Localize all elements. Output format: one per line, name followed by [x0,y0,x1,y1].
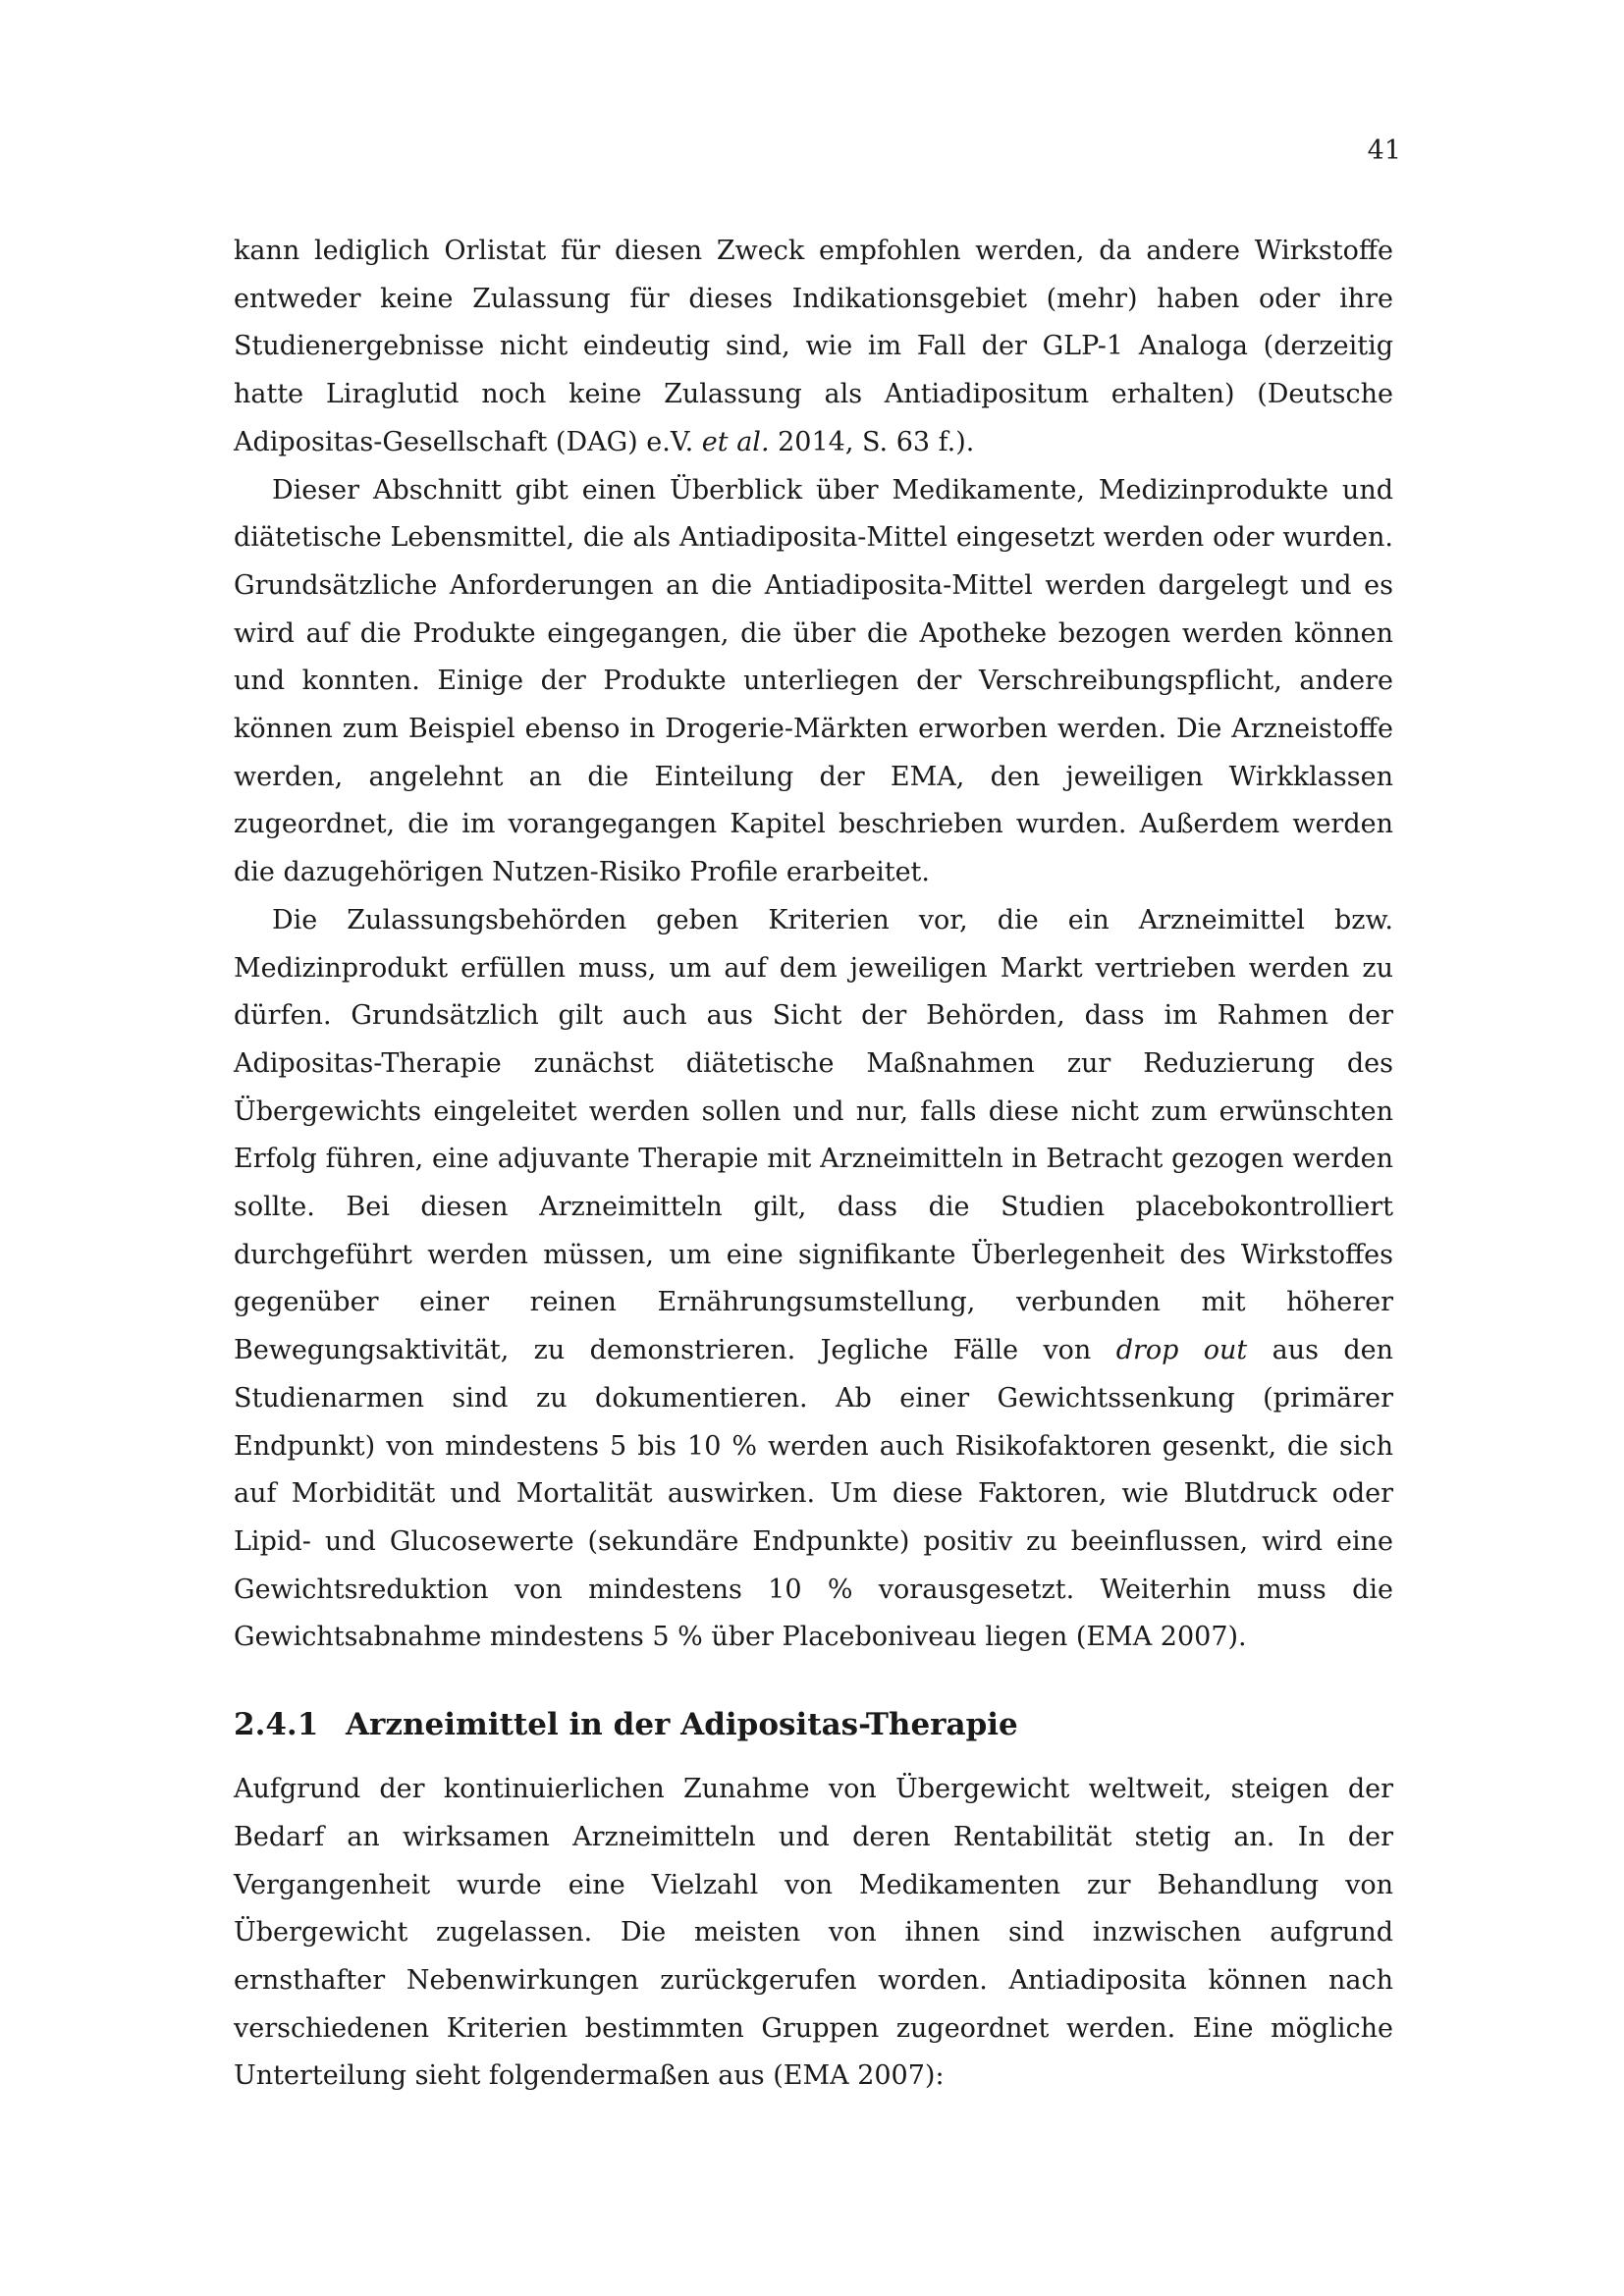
paragraph-text: Die Zulassungsbehörden geben Kriterien vor, die ein Arzneimittel bzw. Medizinprodukt erfüllen muss, um auf dem jeweiligen Markt vertrieben werden zu dürfen. Grundsätzlich gilt auch aus Sicht der Behörden, dass im Rahmen der Adipositas-Therapie zunächst diätetische Maßnahmen zur Reduzierung des Übergewichts eingeleitet werden sollen und nur, falls diese nicht zum erwünschten Erfolg führen, eine adjuvante Therapie mit Arzneimitteln in Betracht gezogen werden sollte. Bei diesen Arzneimitteln gilt, dass die Studien placebokontrolliert durchgeführt werden müssen, um eine signifikante Überlegenheit des Wirkstoffes gegenüber einer reinen Ernährungsumstellung, verbunden mit höherer Bewegungsaktivität, zu demonstrieren. Jegliche Fälle von [234,904,1393,1366]
paragraph-section-intro: Aufgrund der kontinuierlichen Zunahme von Übergewicht weltweit, steigen der Bedarf an wirksamen Arzneimitteln und deren Rentabilität stetig an. In der Vergangenheit wurde eine Vielzahl von Medikamenten zur Behandlung von Übergewicht zugelassen. Die meisten von ihnen sind inzwischen aufgrund ernsthafter Nebenwirkungen zurückgerufen worden. Antiadiposita können nach verschiedenen Kriterien bestimmten Gruppen zugeordnet werden. Eine mögliche Unterteilung sieht folgendermaßen aus (EMA 2007): [234,1774,1393,2092]
paragraph-text: aus den Studienarmen sind zu dokumentieren. Ab einer Gewichtssenkung (primärer Endpunkt) von mindestens 5 bis 10 % werden auch Risikofaktoren gesenkt, die sich auf Morbidität und Mortalität auswirken. Um diese Faktoren, wie Blutdruck oder Lipid- und Glucosewerte (sekundäre Endpunkte) positiv zu beeinflussen, wird eine Gewichtsreduktion von mindestens 10 % vorausgesetzt. Weiterhin muss die Gewichtsabnahme mindestens 5 % über Placeboniveau liegen (EMA 2007). [234,1335,1393,1653]
section-title: Arzneimittel in der Adipositas-Therapie [346,1707,1018,1743]
section-number: 2.4.1 [234,1707,319,1743]
paragraph-overview: Dieser Abschnitt gibt einen Überblick über Medikamente, Medizinprodukte und diätetische Lebensmittel, die als Antiadiposita-Mittel eingesetzt werden oder wurden. Grundsätzliche Anforderungen an die Antiadiposita-Mittel werden dargelegt und es wird auf die Produkte eingegangen, die über die Apotheke bezogen werden können und konnten. Einige der Produkte unterliegen der Verschreibungspflicht, andere können zum Beispiel ebenso in Drogerie-Märkten erworben werden. Die Arzneistoffe werden, angelehnt an die Einteilung der EMA, den jeweiligen Wirkklassen zugeordnet, die im vorangegangen Kapitel beschrieben wurden. Außerdem werden die dazugehörigen Nutzen-Risiko Profile erarbeitet. [234,474,1393,888]
paragraph-text: kann lediglich Orlistat für diesen Zweck empfohlen werden, da andere Wirkstoffe entweder keine Zulassung für dieses Indikationsgebiet (mehr) haben oder ihre Studienergebnisse nicht eindeutig sind, wie im Fall der GLP-1 Analoga (derzeitig hatte Liraglutid noch keine Zulassung als Antiadipositum erhalten) (Deutsche Adipositas-Gesellschaft (DAG) e.V. [234,236,1393,457]
paragraph-approval-criteria [234,897,1393,1662]
citation-et-al: et al. [701,426,770,457]
section-heading [234,1701,1393,1748]
term-drop-out: drop out [1115,1335,1248,1366]
page-number: 41 [1367,135,1401,166]
page-body [234,228,1393,2101]
paragraph-text: 2014, S. 63 f.). [769,426,975,457]
paragraph-orlistat [234,228,1393,467]
